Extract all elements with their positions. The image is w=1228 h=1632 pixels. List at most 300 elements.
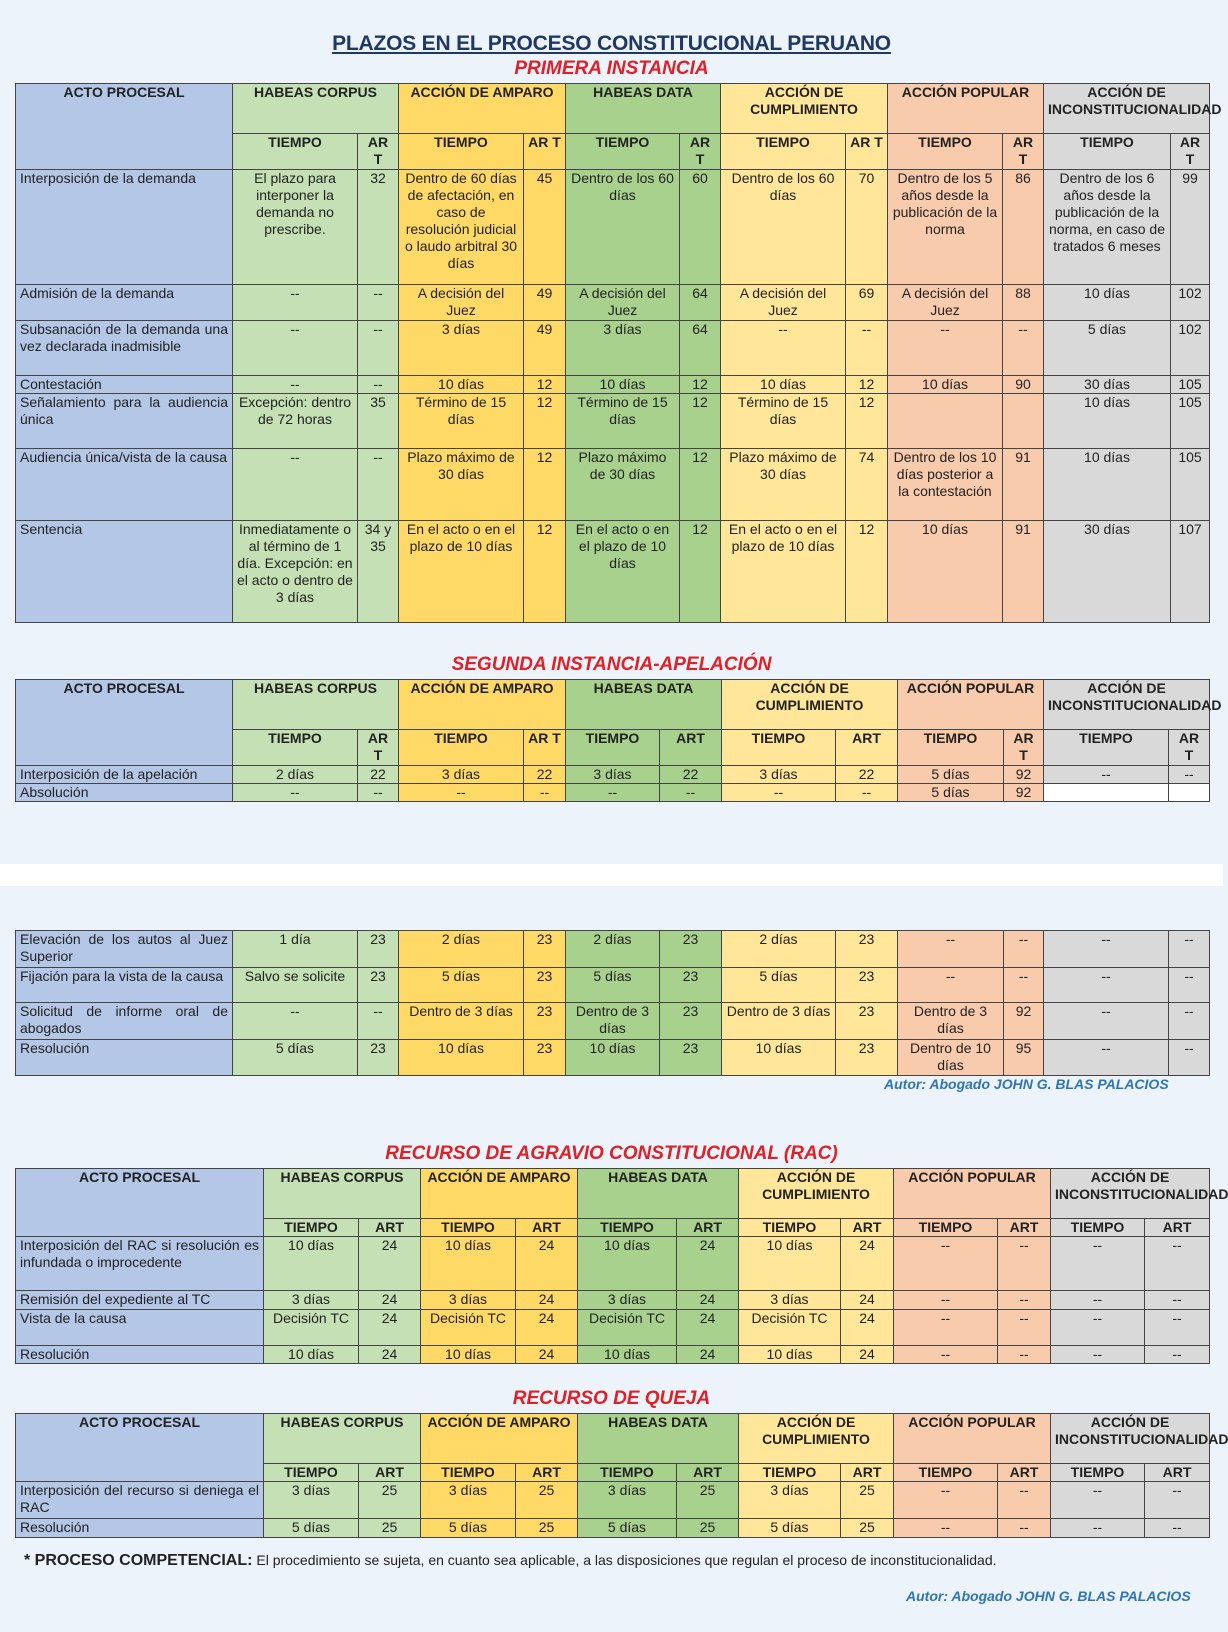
tiempo-cell: 10 días — [566, 376, 680, 394]
header-art: AR T — [524, 730, 566, 766]
art-cell: 49 — [524, 321, 566, 376]
art-cell: -- — [1145, 1237, 1210, 1291]
header-art: ART — [841, 1219, 894, 1237]
acto-procesal-cell: Interposición de la demanda — [16, 170, 233, 285]
header-tiempo: TIEMPO — [739, 1219, 841, 1237]
art-cell: -- — [358, 449, 399, 521]
tiempo-cell: Dentro de 3 días — [566, 1003, 660, 1040]
acto-procesal-cell: Interposición del RAC si resolución es infundada o improcedente — [16, 1237, 264, 1291]
art-cell: 24 — [677, 1291, 739, 1310]
tiempo-cell: -- — [233, 321, 358, 376]
header-habeas-corpus: HABEAS CORPUS — [233, 84, 399, 134]
header-acto: ACTO PROCESAL — [16, 680, 233, 766]
art-cell: 12 — [846, 376, 888, 394]
header-tiempo: TIEMPO — [721, 134, 846, 170]
page-separator — [0, 864, 1223, 886]
tiempo-cell: Dentro de 3 días — [399, 1003, 524, 1040]
art-cell: 92 — [1004, 1003, 1044, 1040]
tiempo-cell: 10 días — [421, 1346, 516, 1364]
art-cell: 23 — [358, 968, 399, 1003]
header-art: AR T — [680, 134, 721, 170]
footnote-label: * PROCESO COMPETENCIAL: — [24, 1552, 253, 1569]
table-row — [16, 1040, 1210, 1076]
acto-procesal-cell: Solicitud de informe oral de abogados — [16, 1003, 233, 1040]
header-art: ART — [516, 1464, 578, 1482]
art-cell: 24 — [516, 1310, 578, 1346]
tiempo-cell: 10 días — [721, 376, 846, 394]
tiempo-cell: Dentro de 3 días — [722, 1003, 836, 1040]
table-row — [16, 394, 1210, 449]
tiempo-cell: 3 días — [722, 766, 836, 784]
art-cell: 24 — [677, 1237, 739, 1291]
tiempo-cell — [888, 394, 1003, 449]
art-cell: -- — [1145, 1346, 1210, 1364]
header-art: AR T — [358, 134, 399, 170]
header-tiempo: TIEMPO — [233, 134, 358, 170]
art-cell: 23 — [660, 1040, 722, 1076]
art-cell: -- — [358, 784, 399, 802]
tiempo-cell: 3 días — [264, 1291, 359, 1310]
tiempo-cell: Dentro de los 60 días — [721, 170, 846, 285]
header-tiempo: TIEMPO — [898, 730, 1004, 766]
art-cell: 105 — [1171, 376, 1210, 394]
page-title: PLAZOS EN EL PROCESO CONSTITUCIONAL PERUANO — [332, 32, 891, 55]
art-cell: -- — [358, 285, 399, 321]
tiempo-cell: -- — [1051, 1346, 1145, 1364]
header-acto: ACTO PROCESAL — [16, 1414, 264, 1482]
tiempo-cell: Plazo máximo de 30 días — [399, 449, 524, 521]
tiempo-cell: Dentro de 3 días — [898, 1003, 1004, 1040]
art-cell: 12 — [846, 521, 888, 623]
tiempo-cell: -- — [894, 1346, 998, 1364]
header-amparo: ACCIÓN DE AMPARO — [421, 1169, 578, 1219]
header-acto: ACTO PROCESAL — [16, 84, 233, 170]
art-cell: 91 — [1003, 449, 1044, 521]
header-tiempo: TIEMPO — [233, 730, 358, 766]
header-tiempo: TIEMPO — [578, 1464, 677, 1482]
header-art: ART — [516, 1219, 578, 1237]
header-habeas-data: HABEAS DATA — [578, 1414, 739, 1464]
table-row — [16, 968, 1210, 1003]
header-tiempo: TIEMPO — [739, 1464, 841, 1482]
tiempo-cell: 5 días — [233, 1040, 358, 1076]
art-cell: 12 — [524, 394, 566, 449]
header-art: AR T — [1004, 730, 1044, 766]
art-cell: 12 — [524, 521, 566, 623]
art-cell: -- — [358, 1003, 399, 1040]
section-title-primera: PRIMERA INSTANCIA — [514, 58, 709, 79]
art-cell: 24 — [516, 1346, 578, 1364]
art-cell: 23 — [660, 968, 722, 1003]
art-cell: 12 — [680, 376, 721, 394]
table-row — [16, 1237, 1210, 1291]
acto-procesal-cell: Señalamiento para la audiencia única — [16, 394, 233, 449]
art-cell: 107 — [1171, 521, 1210, 623]
art-cell: 25 — [359, 1519, 421, 1538]
header-art: ART — [677, 1464, 739, 1482]
header-art: AR T — [1169, 730, 1210, 766]
art-cell: 86 — [1003, 170, 1044, 285]
table-rac — [15, 1168, 1228, 1364]
header-cumplimiento: ACCIÓN DE CUMPLIMIENTO — [739, 1169, 894, 1219]
art-cell: 24 — [516, 1291, 578, 1310]
tiempo-cell: Decisión TC — [421, 1310, 516, 1346]
tiempo-cell: Salvo se solicite — [233, 968, 358, 1003]
art-cell: 34 y 35 — [358, 521, 399, 623]
tiempo-cell: 10 días — [264, 1237, 359, 1291]
tiempo-cell: -- — [1044, 968, 1169, 1003]
art-cell: 64 — [680, 321, 721, 376]
header-popular: ACCIÓN POPULAR — [894, 1169, 1051, 1219]
tiempo-cell: Dentro de los 60 días — [566, 170, 680, 285]
header-habeas-data: HABEAS DATA — [578, 1169, 739, 1219]
art-cell: -- — [998, 1482, 1051, 1519]
acto-procesal-cell: Interposición de la apelación — [16, 766, 233, 784]
header-inconstitucionalidad: ACCIÓN DE INCONSTITUCIONALIDAD — [1051, 1169, 1210, 1219]
tiempo-cell: 2 días — [233, 766, 358, 784]
table-row — [16, 449, 1210, 521]
tiempo-cell: A decisión del Juez — [566, 285, 680, 321]
tiempo-cell: 5 días — [578, 1519, 677, 1538]
header-cumplimiento: ACCIÓN DE CUMPLIMIENTO — [739, 1414, 894, 1464]
tiempo-cell: -- — [233, 1003, 358, 1040]
header-art: AR T — [524, 134, 566, 170]
art-cell: 23 — [358, 1040, 399, 1076]
header-tiempo: TIEMPO — [894, 1219, 998, 1237]
tiempo-cell: 3 días — [739, 1291, 841, 1310]
header-popular: ACCIÓN POPULAR — [898, 680, 1044, 730]
tiempo-cell: 3 días — [566, 766, 660, 784]
art-cell: -- — [1169, 1040, 1210, 1076]
table-row — [16, 766, 1210, 784]
table-row — [16, 784, 1210, 802]
tiempo-cell: Término de 15 días — [566, 394, 680, 449]
header-art: ART — [998, 1219, 1051, 1237]
tiempo-cell: 10 días — [739, 1346, 841, 1364]
header-tiempo: TIEMPO — [264, 1219, 359, 1237]
footnote-text: El procedimiento se sujeta, en cuanto sea aplicable, a las disposiciones que regulan el proceso de inconstitucionalidad. — [256, 1552, 997, 1568]
art-cell: 12 — [680, 394, 721, 449]
table-row — [16, 1003, 1210, 1040]
header-tiempo: TIEMPO — [421, 1464, 516, 1482]
art-cell — [1003, 394, 1044, 449]
table-segunda-instancia-continuacion — [15, 930, 1210, 1076]
tiempo-cell: -- — [233, 449, 358, 521]
table-row — [16, 1291, 1210, 1310]
art-cell: -- — [1003, 321, 1044, 376]
section-title-segunda: SEGUNDA INSTANCIA-APELACIÓN — [451, 654, 772, 675]
tiempo-cell: A decisión del Juez — [399, 285, 524, 321]
header-habeas-data: HABEAS DATA — [566, 84, 721, 134]
art-cell: 88 — [1003, 285, 1044, 321]
art-cell: 12 — [524, 376, 566, 394]
art-cell: 25 — [841, 1482, 894, 1519]
tiempo-cell: Decisión TC — [739, 1310, 841, 1346]
art-cell: -- — [998, 1346, 1051, 1364]
art-cell: 99 — [1171, 170, 1210, 285]
art-cell: -- — [1145, 1519, 1210, 1538]
art-cell: -- — [1145, 1310, 1210, 1346]
header-art: ART — [836, 730, 898, 766]
art-cell: 91 — [1003, 521, 1044, 623]
art-cell: -- — [1004, 968, 1044, 1003]
art-cell: 69 — [846, 285, 888, 321]
header-tiempo: TIEMPO — [888, 134, 1003, 170]
art-cell: 102 — [1171, 321, 1210, 376]
tiempo-cell: 10 días — [399, 1040, 524, 1076]
art-cell: 23 — [524, 1003, 566, 1040]
art-cell — [1169, 784, 1210, 802]
tiempo-cell: En el acto o en el plazo de 10 días — [399, 521, 524, 623]
header-tiempo: TIEMPO — [421, 1219, 516, 1237]
tiempo-cell: Dentro de 10 días — [898, 1040, 1004, 1076]
art-cell: -- — [846, 321, 888, 376]
art-cell: 25 — [359, 1482, 421, 1519]
tiempo-cell: 10 días — [888, 376, 1003, 394]
tiempo-cell: Dentro de los 10 días posterior a la contestación — [888, 449, 1003, 521]
table-row — [16, 1482, 1210, 1519]
header-tiempo: TIEMPO — [1051, 1464, 1145, 1482]
art-cell: 22 — [660, 766, 722, 784]
tiempo-cell: -- — [233, 285, 358, 321]
tiempo-cell: El plazo para interponer la demanda no prescribe. — [233, 170, 358, 285]
tiempo-cell: 2 días — [566, 931, 660, 968]
tiempo-cell: -- — [1044, 766, 1169, 784]
tiempo-cell: -- — [888, 321, 1003, 376]
acto-procesal-cell: Subsanación de la demanda una vez declarada inadmisible — [16, 321, 233, 376]
table-row — [16, 170, 1210, 285]
tiempo-cell: Decisión TC — [578, 1310, 677, 1346]
tiempo-cell: -- — [894, 1519, 998, 1538]
art-cell: 23 — [836, 1003, 898, 1040]
art-cell: 92 — [1004, 784, 1044, 802]
tiempo-cell: 5 días — [739, 1519, 841, 1538]
art-cell: 102 — [1171, 285, 1210, 321]
art-cell: 23 — [660, 931, 722, 968]
art-cell: 105 — [1171, 449, 1210, 521]
header-tiempo: TIEMPO — [722, 730, 836, 766]
art-cell: 24 — [359, 1310, 421, 1346]
tiempo-cell: 3 días — [739, 1482, 841, 1519]
tiempo-cell: -- — [1051, 1237, 1145, 1291]
art-cell: 32 — [358, 170, 399, 285]
art-cell: 24 — [677, 1346, 739, 1364]
tiempo-cell: 2 días — [399, 931, 524, 968]
tiempo-cell: 3 días — [578, 1291, 677, 1310]
art-cell: -- — [998, 1237, 1051, 1291]
art-cell: -- — [358, 376, 399, 394]
acto-procesal-cell: Interposición del recurso si deniega el RAC — [16, 1482, 264, 1519]
header-amparo: ACCIÓN DE AMPARO — [421, 1414, 578, 1464]
tiempo-cell: 5 días — [399, 968, 524, 1003]
tiempo-cell: 10 días — [888, 521, 1003, 623]
table-row — [16, 285, 1210, 321]
acto-procesal-cell: Remisión del expediente al TC — [16, 1291, 264, 1310]
tiempo-cell: 5 días — [1044, 321, 1171, 376]
header-inconstitucionalidad: ACCIÓN DE INCONSTITUCIONALIDAD — [1051, 1414, 1210, 1464]
tiempo-cell: 10 días — [1044, 285, 1171, 321]
table-queja — [15, 1413, 1228, 1538]
header-popular: ACCIÓN POPULAR — [894, 1414, 1051, 1464]
tiempo-cell: 10 días — [399, 376, 524, 394]
art-cell: 90 — [1003, 376, 1044, 394]
art-cell: 25 — [677, 1482, 739, 1519]
tiempo-cell: Plazo máximo de 30 días — [566, 449, 680, 521]
art-cell: 24 — [841, 1291, 894, 1310]
tiempo-cell: En el acto o en el plazo de 10 días — [566, 521, 680, 623]
tiempo-cell: -- — [1044, 931, 1169, 968]
tiempo-cell: -- — [894, 1237, 998, 1291]
header-habeas-data: HABEAS DATA — [566, 680, 722, 730]
tiempo-cell: 3 días — [399, 766, 524, 784]
tiempo-cell: 5 días — [421, 1519, 516, 1538]
header-cumplimiento: ACCIÓN DE CUMPLIMIENTO — [722, 680, 898, 730]
tiempo-cell: 10 días — [264, 1346, 359, 1364]
tiempo-cell: 3 días — [566, 321, 680, 376]
tiempo-cell: 3 días — [421, 1291, 516, 1310]
header-tiempo: TIEMPO — [1044, 730, 1169, 766]
tiempo-cell: -- — [898, 968, 1004, 1003]
header-art: ART — [998, 1464, 1051, 1482]
art-cell: 24 — [677, 1310, 739, 1346]
header-tiempo: TIEMPO — [399, 134, 524, 170]
art-cell: 45 — [524, 170, 566, 285]
table-row — [16, 931, 1210, 968]
header-art: ART — [359, 1464, 421, 1482]
tiempo-cell: 30 días — [1044, 521, 1171, 623]
tiempo-cell: 10 días — [578, 1346, 677, 1364]
art-cell: 25 — [516, 1519, 578, 1538]
header-tiempo: TIEMPO — [894, 1464, 998, 1482]
acto-procesal-cell: Resolución — [16, 1346, 264, 1364]
tiempo-cell: -- — [1051, 1310, 1145, 1346]
header-art: ART — [677, 1219, 739, 1237]
art-cell: 92 — [1004, 766, 1044, 784]
header-tiempo: TIEMPO — [578, 1219, 677, 1237]
art-cell: -- — [998, 1519, 1051, 1538]
art-cell: 24 — [841, 1237, 894, 1291]
art-cell: 24 — [359, 1291, 421, 1310]
art-cell: 23 — [524, 1040, 566, 1076]
tiempo-cell: 3 días — [399, 321, 524, 376]
tiempo-cell: A decisión del Juez — [888, 285, 1003, 321]
header-acto: ACTO PROCESAL — [16, 1169, 264, 1237]
art-cell: 70 — [846, 170, 888, 285]
tiempo-cell: 5 días — [898, 784, 1004, 802]
header-tiempo: TIEMPO — [1051, 1219, 1145, 1237]
tiempo-cell: Plazo máximo de 30 días — [721, 449, 846, 521]
header-amparo: ACCIÓN DE AMPARO — [399, 84, 566, 134]
tiempo-cell: -- — [894, 1291, 998, 1310]
header-inconstitucionalidad: ACCIÓN DE INCONSTITUCIONALIDAD — [1044, 680, 1210, 730]
tiempo-cell: Término de 15 días — [721, 394, 846, 449]
section-title-rac: RECURSO DE AGRAVIO CONSTITUCIONAL (RAC) — [385, 1143, 838, 1164]
table-row — [16, 376, 1210, 394]
tiempo-cell: 5 días — [898, 766, 1004, 784]
art-cell: -- — [1169, 931, 1210, 968]
art-cell: 12 — [680, 449, 721, 521]
tiempo-cell: 2 días — [722, 931, 836, 968]
tiempo-cell: -- — [721, 321, 846, 376]
tiempo-cell: -- — [233, 784, 358, 802]
tiempo-cell: 5 días — [264, 1519, 359, 1538]
header-tiempo: TIEMPO — [399, 730, 524, 766]
table-row — [16, 521, 1210, 623]
art-cell: 23 — [524, 931, 566, 968]
art-cell: -- — [1004, 931, 1044, 968]
header-popular: ACCIÓN POPULAR — [888, 84, 1044, 134]
section-title-queja: RECURSO DE QUEJA — [512, 1388, 711, 1409]
art-cell: -- — [1169, 1003, 1210, 1040]
art-cell: -- — [1145, 1291, 1210, 1310]
header-tiempo: TIEMPO — [1044, 134, 1171, 170]
acto-procesal-cell: Resolución — [16, 1040, 233, 1076]
tiempo-cell: -- — [898, 931, 1004, 968]
tiempo-cell: Dentro de los 6 años desde la publicación de la norma, en caso de tratados 6 meses — [1044, 170, 1171, 285]
art-cell: -- — [998, 1310, 1051, 1346]
tiempo-cell: Inmediatamente o al término de 1 día. Excepción: en el acto o dentro de 3 días — [233, 521, 358, 623]
art-cell: -- — [1169, 968, 1210, 1003]
table-row — [16, 1310, 1210, 1346]
art-cell: -- — [1169, 766, 1210, 784]
art-cell: 24 — [841, 1310, 894, 1346]
table-row — [16, 321, 1210, 376]
header-art: ART — [359, 1219, 421, 1237]
art-cell: 24 — [841, 1346, 894, 1364]
art-cell: 23 — [836, 968, 898, 1003]
tiempo-cell: 10 días — [1044, 449, 1171, 521]
header-art: ART — [841, 1464, 894, 1482]
tiempo-cell: -- — [1051, 1291, 1145, 1310]
tiempo-cell: 3 días — [264, 1482, 359, 1519]
tiempo-cell: 10 días — [578, 1237, 677, 1291]
author-credit: Autor: Abogado JOHN G. BLAS PALACIOS — [906, 1588, 1191, 1604]
tiempo-cell: 1 día — [233, 931, 358, 968]
art-cell: -- — [836, 784, 898, 802]
art-cell: 74 — [846, 449, 888, 521]
header-habeas-corpus: HABEAS CORPUS — [264, 1414, 421, 1464]
tiempo-cell: -- — [894, 1482, 998, 1519]
art-cell: 24 — [516, 1237, 578, 1291]
art-cell: -- — [358, 321, 399, 376]
acto-procesal-cell: Vista de la causa — [16, 1310, 264, 1346]
acto-procesal-cell: Fijación para la vista de la causa — [16, 968, 233, 1003]
header-art: ART — [660, 730, 722, 766]
art-cell: 23 — [836, 1040, 898, 1076]
header-amparo: ACCIÓN DE AMPARO — [399, 680, 566, 730]
art-cell: 23 — [358, 931, 399, 968]
header-tiempo: TIEMPO — [264, 1464, 359, 1482]
tiempo-cell: Término de 15 días — [399, 394, 524, 449]
art-cell: 23 — [660, 1003, 722, 1040]
table-primera-instancia — [15, 83, 1222, 623]
header-art: AR T — [846, 134, 888, 170]
art-cell: 95 — [1004, 1040, 1044, 1076]
art-cell: 22 — [836, 766, 898, 784]
acto-procesal-cell: Audiencia única/vista de la causa — [16, 449, 233, 521]
tiempo-cell: -- — [566, 784, 660, 802]
acto-procesal-cell: Absolución — [16, 784, 233, 802]
art-cell: 22 — [524, 766, 566, 784]
art-cell: 24 — [359, 1346, 421, 1364]
art-cell: 24 — [359, 1237, 421, 1291]
table-segunda-instancia — [15, 679, 1222, 802]
tiempo-cell: 10 días — [722, 1040, 836, 1076]
art-cell: 12 — [680, 521, 721, 623]
tiempo-cell: 3 días — [578, 1482, 677, 1519]
art-cell: 60 — [680, 170, 721, 285]
tiempo-cell: En el acto o en el plazo de 10 días — [721, 521, 846, 623]
